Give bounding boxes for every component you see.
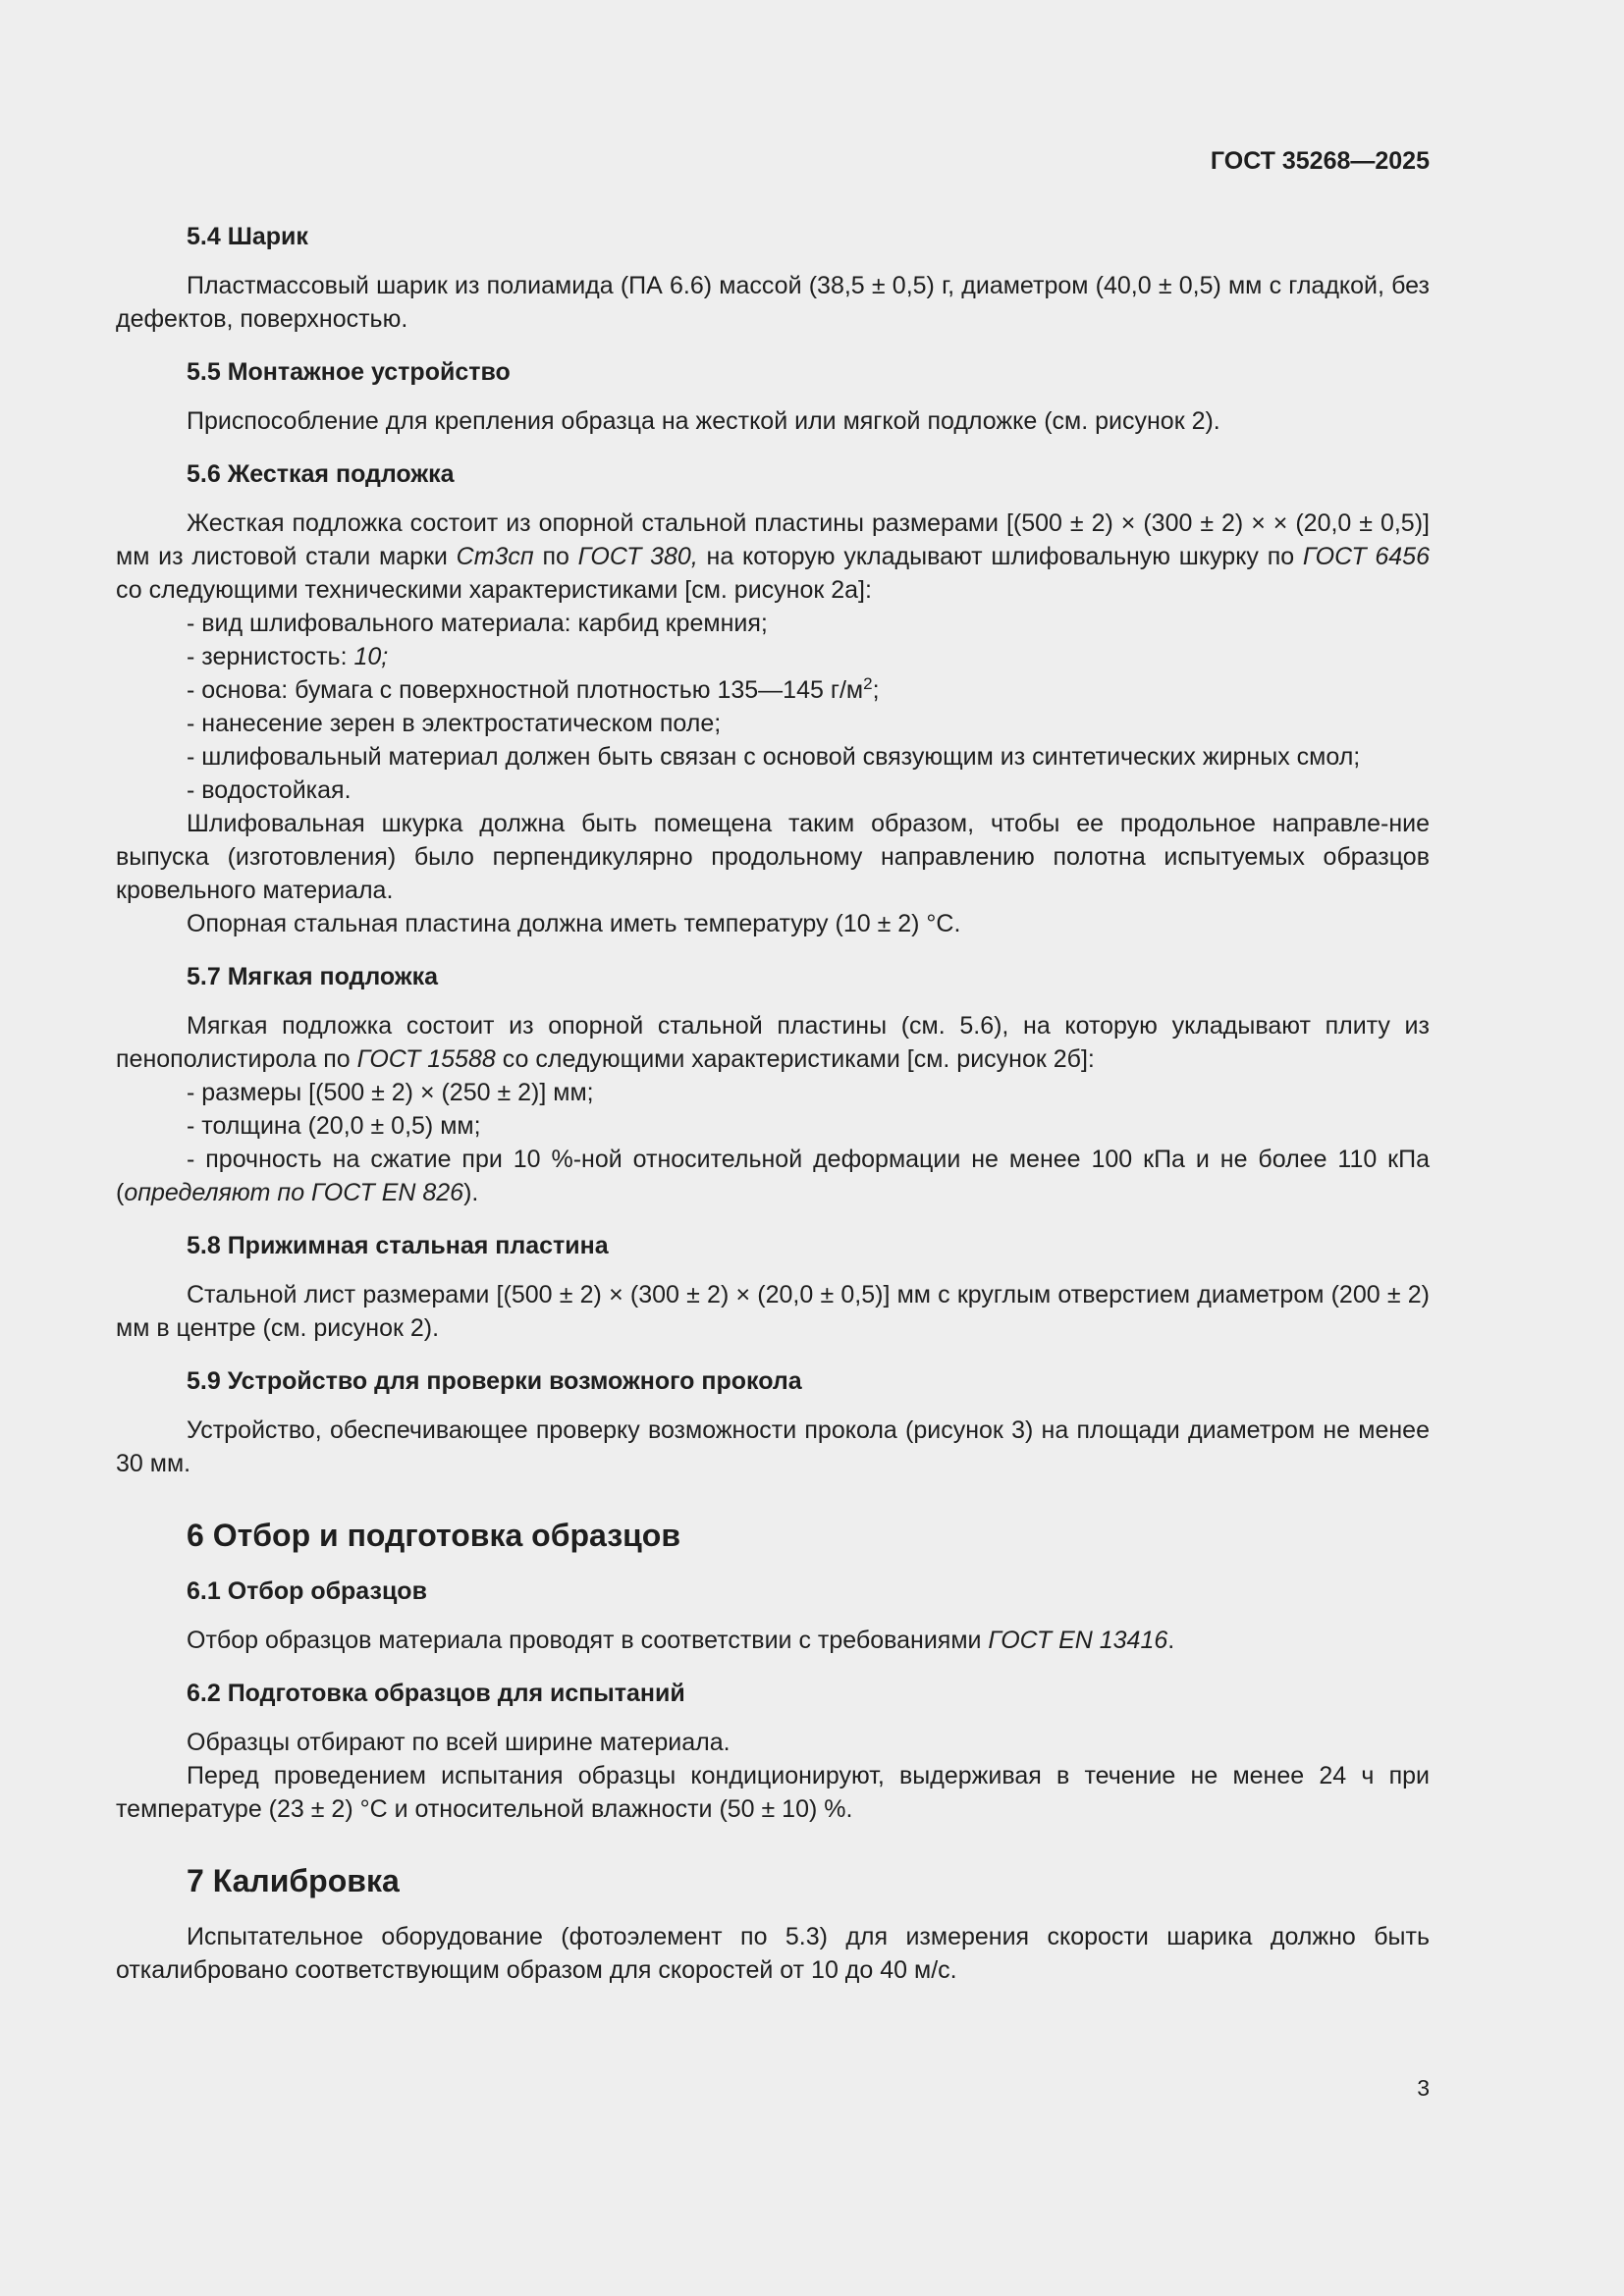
list-item: - водостойкая.	[187, 776, 352, 804]
list-item: - зернистость: 10;	[187, 643, 389, 670]
standard-designation: ГОСТ 35268—2025	[1210, 147, 1430, 175]
section-6-1-title: 6.1 Отбор образцов	[187, 1577, 427, 1605]
chapter-7-title: 7 Калибровка	[187, 1863, 400, 1898]
section-5-4-title: 5.4 Шарик	[187, 223, 308, 250]
section-5-4-text: Пластмассовый шарик из полиамида (ПА 6.6) массой (38,5 ± 0,5) г, диаметром (40,0 ± 0,5) мм с гладкой, без дефектов, поверхностью.	[116, 272, 1430, 333]
page-number: 3	[1417, 2075, 1430, 2101]
section-5-9-text: Устройство, обеспечивающее проверку возможности прокола (рисунок 3) на площади диаметром не менее 30 мм.	[116, 1416, 1430, 1477]
section-5-8-text: Стальной лист размерами [(500 ± 2) × (300 ± 2) × (20,0 ± 0,5)] мм с круглым отверстием диаметром (200 ± 2) мм в центре (см. рисунок 2).	[116, 1281, 1430, 1342]
section-5-7-title: 5.7 Мягкая подложка	[187, 963, 439, 990]
page-content	[116, 220, 1430, 1987]
section-6-2-title: 6.2 Подготовка образцов для испытаний	[187, 1680, 685, 1707]
section-5-6-paragraph: Опорная стальная пластина должна иметь температуру (10 ± 2) °С.	[187, 910, 961, 937]
list-item: - шлифовальный материал должен быть связан с основой связующим из синтетических жирных смол;	[187, 743, 1361, 771]
section-7-text: Испытательное оборудование (фотоэлемент по 5.3) для измерения скорости шарика должно быть откалибровано соответствующим образом для скоростей от 10 до 40 м/с.	[116, 1923, 1430, 1984]
list-item: - вид шлифовального материала: карбид кремния;	[187, 610, 768, 637]
section-5-7-intro: Мягкая подложка состоит из опорной стальной пластины (см. 5.6), на которую укладывают плиту из пенополистирола по ГОСТ 15588 со следующими характеристиками [см. рисунок 2б]:	[116, 1012, 1430, 1073]
chapter-6-title: 6 Отбор и подготовка образцов	[187, 1518, 680, 1553]
section-5-5-text: Приспособление для крепления образца на жесткой или мягкой подложке (см. рисунок 2).	[187, 407, 1220, 435]
section-5-6-title: 5.6 Жесткая подложка	[187, 460, 455, 488]
section-5-6-paragraph: Шлифовальная шкурка должна быть помещена таким образом, чтобы ее продольное направле-ние выпуска (изготовления) было перпендикулярно продольному направлению полотна испытуемых образцов кровельного материала.	[116, 810, 1430, 904]
list-item: - толщина (20,0 ± 0,5) мм;	[187, 1112, 481, 1140]
list-item: - размеры [(500 ± 2) × (250 ± 2)] мм;	[187, 1079, 594, 1106]
list-item: - основа: бумага с поверхностной плотностью 135—145 $г/м^2$;	[187, 674, 880, 704]
section-5-8-title: 5.8 Прижимная стальная пластина	[187, 1232, 609, 1259]
list-item: - нанесение зерен в электростатическом поле;	[187, 710, 722, 737]
section-6-2-paragraph: Перед проведением испытания образцы кондиционируют, выдерживая в течение не менее 24 ч при температуре (23 ± 2) °С и относительной влажности (50 ± 10) %.	[116, 1762, 1430, 1823]
section-5-9-title: 5.9 Устройство для проверки возможного прокола	[187, 1367, 802, 1395]
section-5-5-title: 5.5 Монтажное устройство	[187, 358, 511, 386]
section-6-1-text: Отбор образцов материала проводят в соответствии с требованиями ГОСТ EN 13416.	[187, 1627, 1175, 1654]
section-5-6-intro: Жесткая подложка состоит из опорной стальной пластины размерами [(500 ± 2) × (300 ± 2) × × (20,0 ± 0,5)] мм из листовой стали марки Ст3сп по ГОСТ 380, на которую укладывают шлифовальную шкурку по ГОСТ 6456 со следующими техническими характеристиками [см. рисунок 2а]:	[116, 509, 1430, 604]
section-6-2-paragraph: Образцы отбирают по всей ширине материала.	[187, 1729, 731, 1756]
list-item: - прочность на сжатие при 10 %-ной относительной деформации не менее 100 кПа и не более 110 кПа (определяют по ГОСТ EN 826).	[116, 1146, 1430, 1206]
